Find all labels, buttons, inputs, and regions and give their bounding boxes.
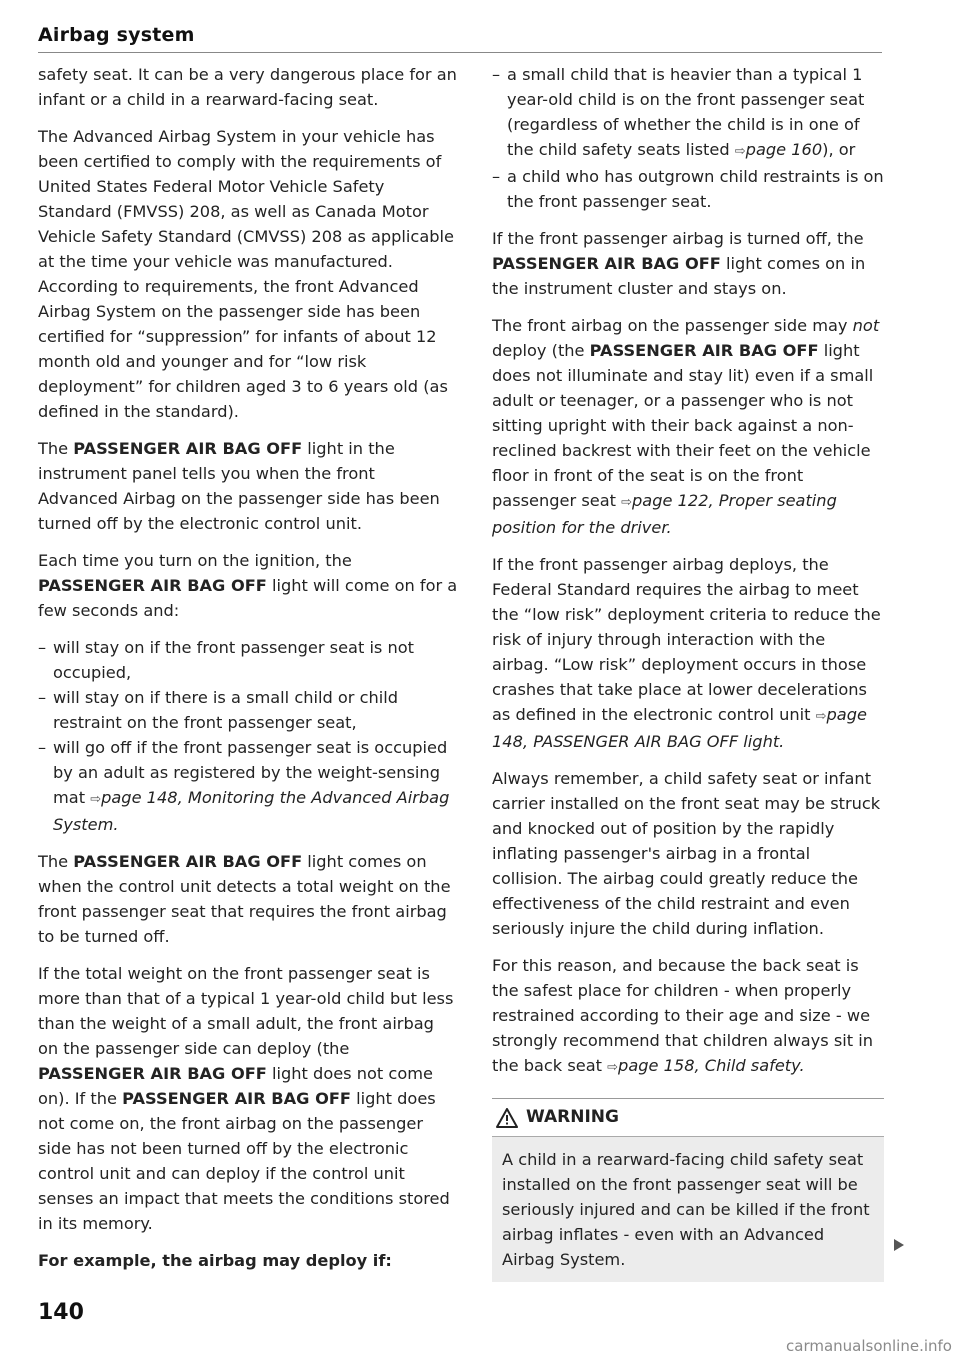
- list-item: – will stay on if there is a small child or child restraint on the front passenger seat,: [38, 685, 458, 735]
- page-reference-arrow-icon: ⇨: [90, 792, 102, 807]
- left-column: [38, 62, 458, 1285]
- right-column: [492, 62, 884, 1282]
- left-paragraph-4: Each time you turn on the ignition, the PASSENGER AIR BAG OFF light will come on for a few seconds and:: [38, 551, 458, 620]
- page-reference-arrow-icon: ⇨: [734, 144, 746, 159]
- watermark-text: carmanualsonline.info: [786, 1337, 952, 1355]
- list-item: – will stay on if the front passenger seat is not occupied,: [38, 635, 458, 685]
- page-reference-link[interactable]: page 148, Monitoring the Advanced Airbag System.: [53, 788, 450, 834]
- warning-body: A child in a rearward-facing child safety seat installed on the front passenger seat will be seriously injured and can be killed if the front airbag inflates - even with an Advanced Airbag System.: [502, 1150, 870, 1269]
- continue-arrow-icon: [892, 1238, 906, 1252]
- right-paragraph-4: Always remember, a child safety seat or infant carrier installed on the front seat may be struck and knocked out of position by the rapidly inflating passenger's airbag in a frontal collision. The airbag could greatly reduce the effectiveness of the child restraint and even seriously injure the child during inflation.: [492, 769, 881, 938]
- page-reference-arrow-icon: ⇨: [621, 495, 633, 510]
- page-header-title: Airbag system: [38, 24, 195, 46]
- page-reference-link[interactable]: page 158, Child safety.: [618, 1056, 805, 1075]
- header-divider: [38, 52, 882, 53]
- right-paragraph-5: For this reason, and because the back seat is the safest place for children - when properly restrained according to their age and size - we strongly recommend that children always sit in the back seat ⇨page 158, Child safety.: [492, 956, 874, 1075]
- page-reference-arrow-icon: ⇨: [815, 709, 827, 724]
- right-paragraph-2: The front airbag on the passenger side may not deploy (the PASSENGER AIR BAG OFF light does not illuminate and stay lit) even if a small adult or teenager, or a passenger who is not sitting upright with their back against a non-reclined backrest with their feet on the vehicle floor in front of the seat is on the front passenger seat ⇨page 122, Proper seating position for the driver.: [492, 316, 880, 537]
- list-item: – a child who has outgrown child restraints is on the front passenger seat.: [492, 164, 884, 214]
- left-paragraph-2: The Advanced Airbag System in your vehicle has been certified to comply with the requirements of United States Federal Motor Vehicle Safety Standard (FMVSS) 208, as well as Canada Motor Vehicle Safety Standard (CMVSS) 208 as applicable at the time your vehicle was manufactured. According to requirements, the front Advanced Airbag System on the passenger side has been certified for “suppression” for infants of about 12 month old and younger and for “low risk deployment” for children aged 3 to 6 years old (as defined in the standard).: [38, 127, 454, 421]
- right-paragraph-1: If the front passenger airbag is turned off, the PASSENGER AIR BAG OFF light comes on in the instrument cluster and stays on.: [492, 229, 866, 298]
- example-heading: For example, the airbag may deploy if:: [38, 1251, 392, 1270]
- list-item: – will go off if the front passenger seat is occupied by an adult as registered by the weight-sensing mat ⇨page 148, Monitoring the Advanced Airbag System.: [38, 735, 458, 837]
- page-reference-arrow-icon: ⇨: [607, 1060, 619, 1075]
- warning-title: WARNING: [526, 1107, 619, 1127]
- left-paragraph-1: safety seat. It can be a very dangerous place for an infant or a child in a rearward-facing seat.: [38, 65, 457, 109]
- right-deploy-list: [492, 62, 884, 214]
- page-number: 140: [38, 1300, 84, 1325]
- list-item: – a small child that is heavier than a typical 1 year-old child is on the front passenger seat (regardless of whether the child is in one of the child safety seats listed ⇨page 160), or: [492, 62, 884, 164]
- warning-triangle-icon: [496, 1108, 518, 1128]
- page-reference-link[interactable]: page 122, Proper seating position for the driver.: [492, 491, 837, 537]
- right-paragraph-3: If the front passenger airbag deploys, the Federal Standard requires the airbag to meet the “low risk” deployment criteria to reduce the risk of injury through interaction with the airbag. “Low risk” deployment occurs in those crashes that take place at lower decelerations as defined in the electronic control unit ⇨page 148, PASSENGER AIR BAG OFF light.: [492, 555, 881, 751]
- left-paragraph-3: The PASSENGER AIR BAG OFF light in the instrument panel tells you when the front Advanced Airbag on the passenger side has been turned off by the electronic control unit.: [38, 439, 440, 533]
- left-paragraph-5: The PASSENGER AIR BAG OFF light comes on when the control unit detects a total weight on the front passenger seat that requires the front airbag to be turned off.: [38, 852, 451, 946]
- page-reference-link[interactable]: page 148, PASSENGER AIR BAG OFF light.: [492, 705, 867, 751]
- warning-box: [492, 1098, 884, 1282]
- page-reference-link[interactable]: page 160: [745, 140, 823, 159]
- left-ignition-list: [38, 635, 458, 837]
- warning-header: [492, 1099, 884, 1137]
- left-paragraph-6: If the total weight on the front passenger seat is more than that of a typical 1 year-old child but less than the weight of a small adult, the front airbag on the passenger side can deploy (the PASSENGER AIR BAG OFF light does not come on). If the PASSENGER AIR BAG OFF light does not come on, the front airbag on the passenger side has not been turned off by the electronic control unit and can deploy if the control unit senses an impact that meets the conditions stored in its memory.: [38, 964, 454, 1233]
